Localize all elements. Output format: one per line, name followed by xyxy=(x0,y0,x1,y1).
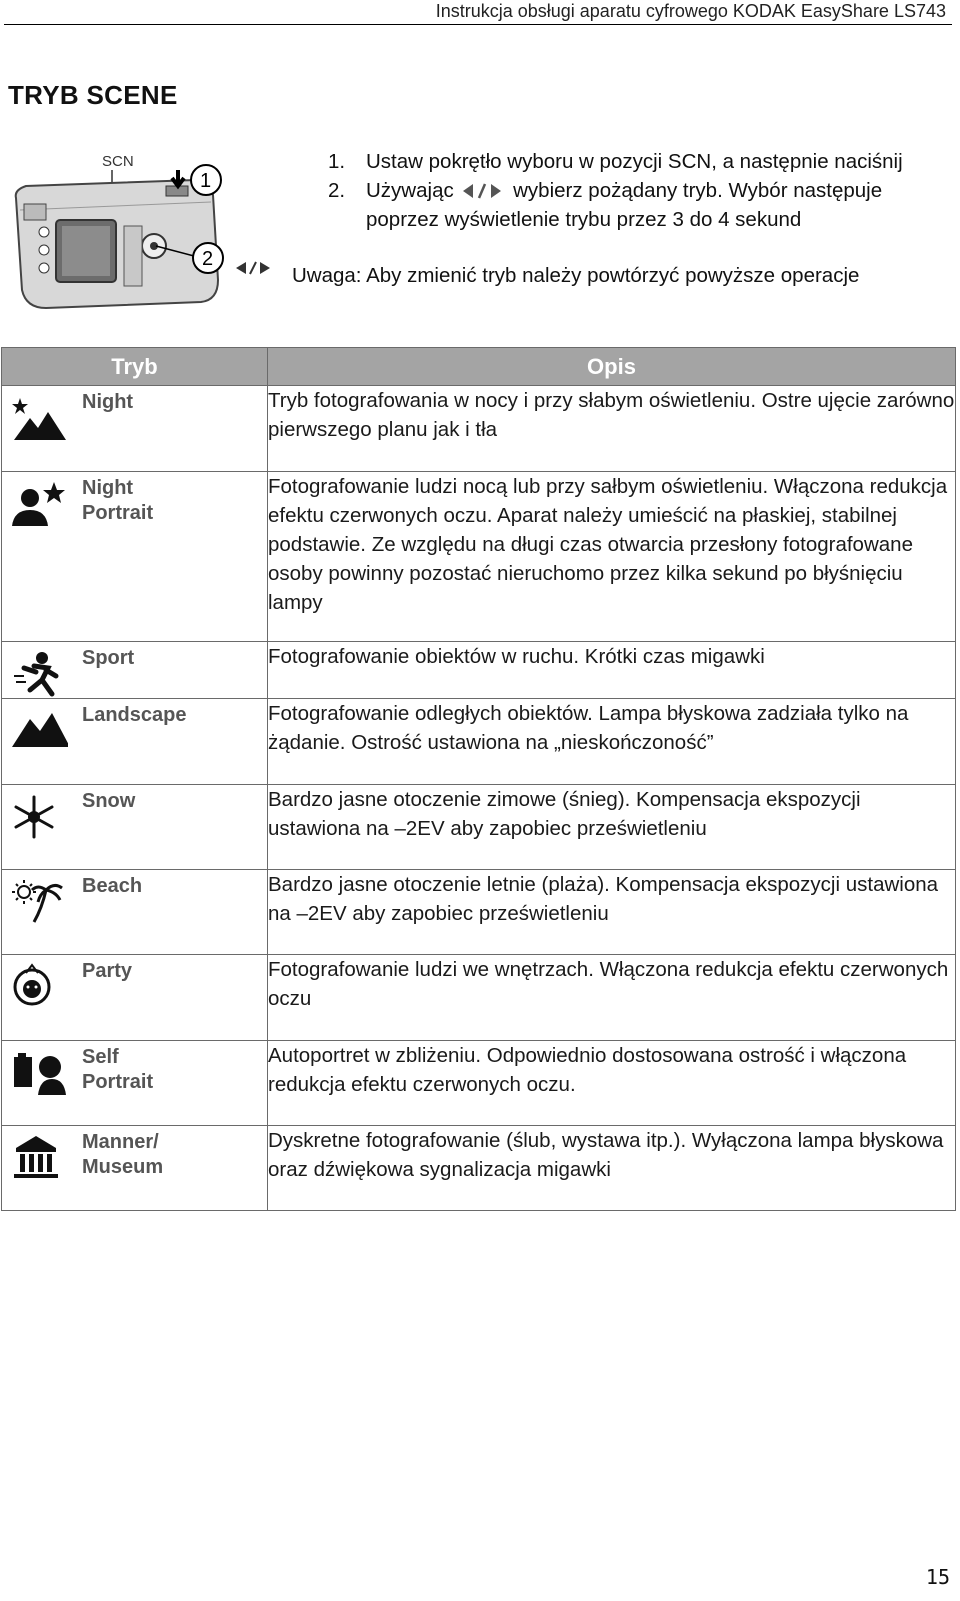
mode-cell xyxy=(2,472,268,642)
mode-cell xyxy=(2,870,268,955)
mode-description: Fotografowanie odległych obiektów. Lampa błyskowa zadziała tylko na żądanie. Ostrość ustawiona na „nieskończoność” xyxy=(268,699,956,785)
mode-cell xyxy=(2,785,268,870)
page-number: 15 xyxy=(925,1565,950,1589)
callout-2: 2 xyxy=(202,248,214,270)
step-text-before: Używając xyxy=(366,179,454,202)
table-row xyxy=(2,1126,956,1211)
mode-label: Party xyxy=(82,960,133,982)
mode-label: Landscape xyxy=(82,704,187,726)
landscape-icon xyxy=(12,707,68,755)
mode-cell xyxy=(2,642,268,699)
night-icon xyxy=(12,394,68,442)
mode-label: Beach xyxy=(82,875,143,897)
table-row xyxy=(2,699,956,785)
left-right-arrows-icon xyxy=(461,182,503,200)
mode-cell xyxy=(2,699,268,785)
mode-cell xyxy=(2,1126,268,1211)
mode-label: Self Portrait xyxy=(82,1046,154,1093)
callout-1: 1 xyxy=(200,170,212,192)
snowflake-icon xyxy=(12,793,68,841)
mode-cell xyxy=(2,1041,268,1126)
sport-icon xyxy=(12,650,68,698)
step-number: 2. xyxy=(328,179,346,202)
camera-illustration xyxy=(6,150,276,320)
self-portrait-icon xyxy=(12,1049,68,1097)
step-number: 1. xyxy=(328,150,346,173)
scn-label: SCN xyxy=(102,153,134,170)
mode-description: Fotografowanie ludzi nocą lub przy sałbym oświetleniu. Włączona redukcja efektu czerwonych oczu. Aparat należy umieścić na płaskiej, stabilnej podstawie. Ze względu na długi czas otwarcia przesłony fotografowane osoby powinny pozostać nieruchomo przez kilka sekund po błyśnięciu lampy xyxy=(268,472,956,642)
mode-label: Night Portrait xyxy=(82,477,154,524)
mode-description: Tryb fotografowania w nocy i przy słabym oświetleniu. Ostre ujęcie zarówno pierwszego planu jak i tła xyxy=(268,386,956,472)
mode-description: Autoportret w zbliżeniu. Odpowiednio dostosowana ostrość i włączona redukcja efektu czerwonych oczu. xyxy=(268,1041,956,1126)
night-portrait-icon xyxy=(12,480,68,528)
mode-label: Snow xyxy=(82,790,136,812)
mode-description: Dyskretne fotografowanie (ślub, wystawa itp.). Wyłączona lampa błyskowa oraz dźwiękowa sygnalizacja migawki xyxy=(268,1126,956,1211)
page-header xyxy=(4,0,952,25)
mode-description: Fotografowanie obiektów w ruchu. Krótki czas migawki xyxy=(268,642,956,699)
table-row xyxy=(2,955,956,1041)
mode-label: Manner/ Museum xyxy=(82,1131,164,1178)
step-1 xyxy=(328,147,948,176)
table-row xyxy=(2,1041,956,1126)
mode-cell xyxy=(2,955,268,1041)
mode-description: Fotografowanie ludzi we wnętrzach. Włączona redukcja efektu czerwonych oczu xyxy=(268,955,956,1041)
header-text: Instrukcja obsługi aparatu cyfrowego KODAK EasyShare LS743 xyxy=(435,1,946,21)
mode-description: Bardzo jasne otoczenie letnie (plaża). Kompensacja ekspozycji ustawiona na –2EV aby zapobiec prześwietleniu xyxy=(268,870,956,955)
mode-label: Night xyxy=(82,391,134,413)
table-row xyxy=(2,386,956,472)
table-row xyxy=(2,785,956,870)
step-2 xyxy=(328,176,948,234)
table-row xyxy=(2,870,956,955)
mode-label: Sport xyxy=(82,647,135,669)
step-text: Ustaw pokrętło wyboru w pozycji SCN, a następnie naciśnij xyxy=(366,150,903,173)
step-text-after: wybierz pożądany tryb. Wybór następuje poprzez wyświetlenie trybu przez 3 do 4 sekund xyxy=(366,179,883,231)
beach-icon xyxy=(12,878,68,926)
party-icon xyxy=(12,963,68,1011)
mode-cell xyxy=(2,386,268,472)
header-mode: Tryb xyxy=(2,348,268,386)
page-title: TRYB SCENE xyxy=(8,80,178,110)
scene-modes-table xyxy=(1,347,956,1211)
note-text: Uwaga: Aby zmienić tryb należy powtórzyć powyższe operacje xyxy=(292,264,860,287)
table-row xyxy=(2,642,956,699)
table-row xyxy=(2,472,956,642)
mode-description: Bardzo jasne otoczenie zimowe (śnieg). Kompensacja ekspozycji ustawiona na –2EV aby zapobiec prześwietleniu xyxy=(268,785,956,870)
museum-icon xyxy=(12,1134,68,1182)
instruction-steps xyxy=(328,147,948,234)
header-description: Opis xyxy=(268,348,956,386)
